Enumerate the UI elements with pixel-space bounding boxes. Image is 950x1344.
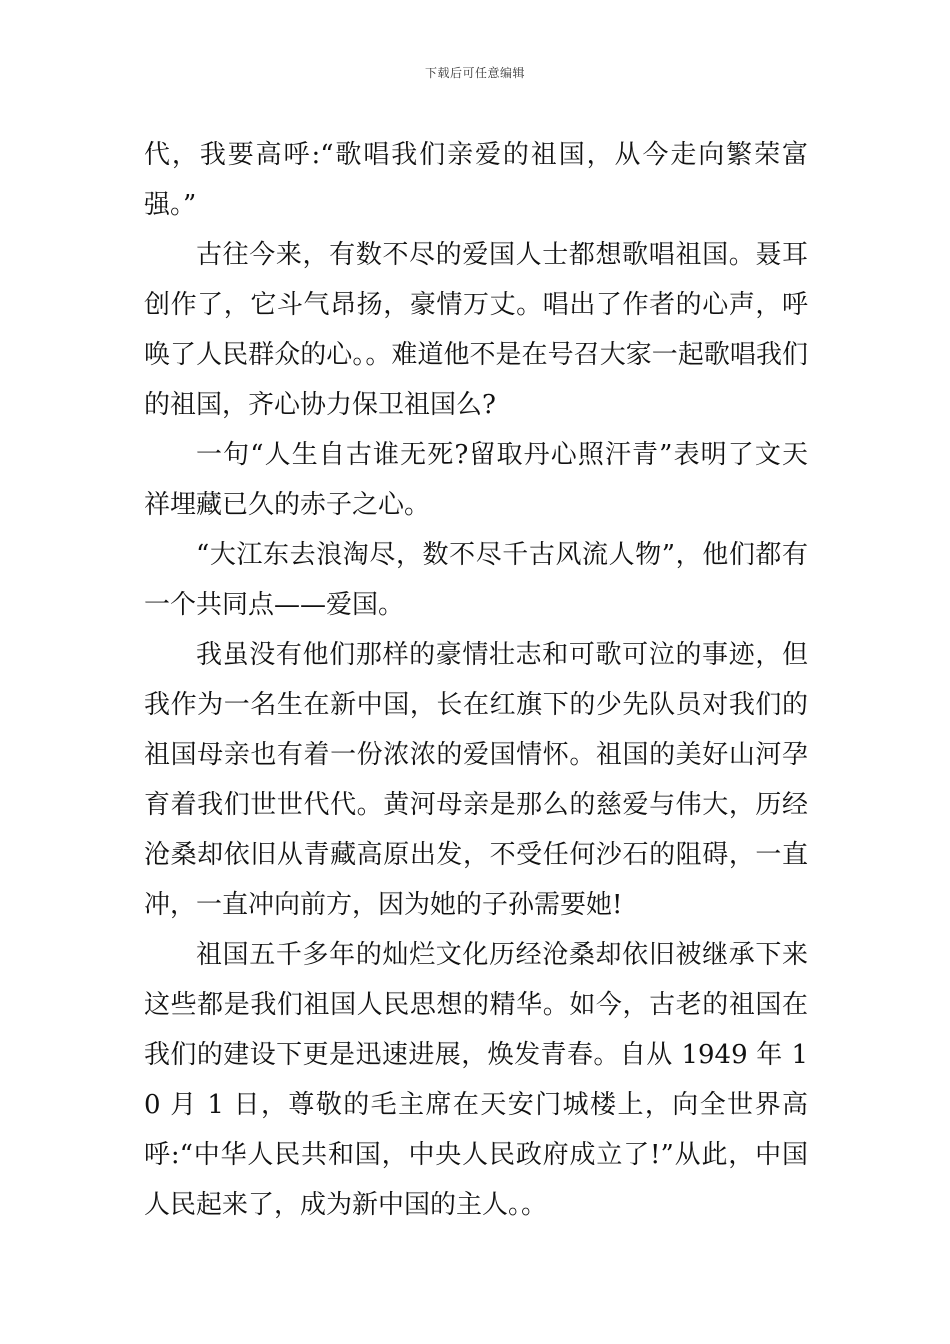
paragraph-1: 代，我要高呼:“歌唱我们亲爱的祖国，从今走向繁荣富强。” (144, 140, 808, 220)
paragraph-2: 古往今来，有数不尽的爱国人士都想歌唱祖国。聂耳创作了，它斗气昂扬，豪情万丈。唱出了作者的心声，呼唤了人民群众的心。。难道他不是在号召大家一起歌唱我们的祖国，齐心协力保卫祖国么? (144, 240, 808, 420)
paragraph-5: 我虽没有他们那样的豪情壮志和可歌可泣的事迹，但我作为一名生在新中国，长在红旗下的少先队员对我们的祖国母亲也有着一份浓浓的爱国情怀。祖国的美好山河孕育着我们世世代代。黄河母亲是那么的慈爱与伟大，历经沧桑却依旧从青藏高原出发，不受任何沙石的阻碍，一直冲，一直冲向前方，因为她的子孙需要她! (144, 640, 808, 920)
paragraph-6: 祖国五千多年的灿烂文化历经沧桑却依旧被继承下来这些都是我们祖国人民思想的精华。如今，古老的祖国在我们的建设下更是迅速进展，焕发青春。自从 1949 年 10 月 1 日，尊敬的毛主席在天安门城楼上，向全世界高呼:“中华人民共和国，中央人民政府成立了!”从此，中国人民起来了，成为新中国的主人。。 (144, 940, 808, 1220)
paragraph-3: 一句“人生自古谁无死?留取丹心照汗青”表明了文天祥埋藏已久的赤子之心。 (144, 440, 808, 520)
document-body (144, 130, 808, 1230)
page-header-note: 下载后可任意编辑 (424, 66, 525, 80)
paragraph-4: “大江东去浪淘尽，数不尽千古风流人物”，他们都有一个共同点——爱国。 (144, 540, 808, 620)
